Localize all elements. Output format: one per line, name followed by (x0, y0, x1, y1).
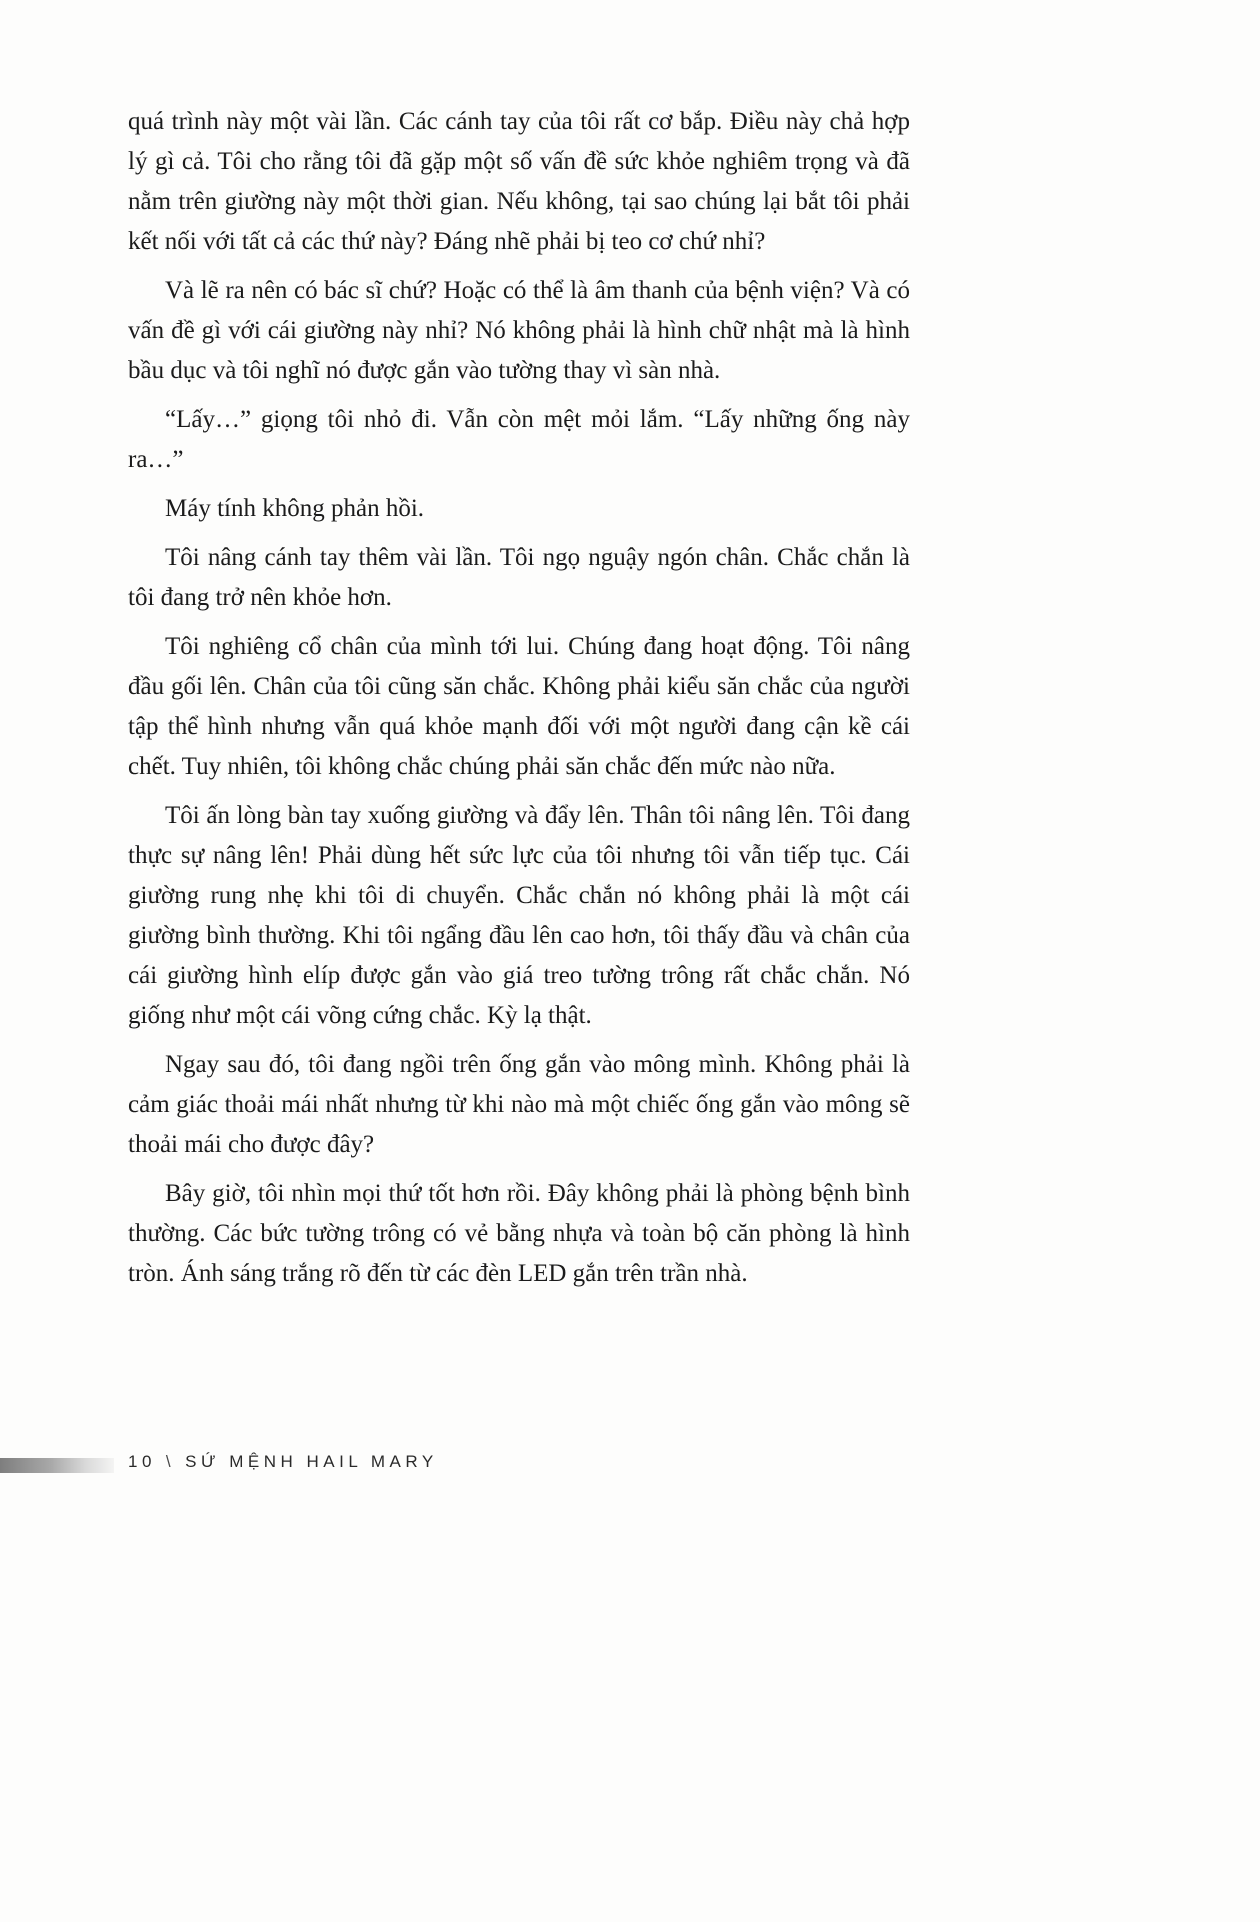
paragraph: quá trình này một vài lần. Các cánh tay của tôi rất cơ bắp. Điều này chả hợp lý gì cả. Tôi cho rằng tôi đã gặp một số vấn đề sức khỏe nghiêm trọng và đã nằm trên giường này một thời gian. Nếu không, tại sao chúng lại bắt tôi phải kết nối với tất cả các thứ này? Đáng nhẽ phải bị teo cơ chứ nhỉ? (128, 108, 910, 255)
page-footer (0, 1450, 1260, 1480)
paragraph: Và lẽ ra nên có bác sĩ chứ? Hoặc có thể là âm thanh của bệnh viện? Và có vấn đề gì với cái giường này nhỉ? Nó không phải là hình chữ nhật mà là hình bầu dục và tôi nghĩ nó được gắn vào tường thay vì sàn nhà. (128, 277, 910, 384)
paragraph: Tôi nâng cánh tay thêm vài lần. Tôi ngọ nguậy ngón chân. Chắc chắn là tôi đang trở nên khỏe hơn. (128, 544, 910, 611)
paragraph: Máy tính không phản hồi. (165, 495, 425, 522)
footer-text (128, 1452, 438, 1472)
paragraph: Tôi nghiêng cổ chân của mình tới lui. Chúng đang hoạt động. Tôi nâng đầu gối lên. Chân của tôi cũng săn chắc. Không phải kiểu săn chắc của người tập thể hình nhưng vẫn quá khỏe mạnh đối với một người đang cận kề cái chết. Tuy nhiên, tôi không chắc chúng phải săn chắc đến mức nào nữa. (128, 633, 910, 780)
page-number: 10 (128, 1452, 156, 1471)
paragraph: Bây giờ, tôi nhìn mọi thứ tốt hơn rồi. Đây không phải là phòng bệnh bình thường. Các bức tường trông có vẻ bằng nhựa và toàn bộ căn phòng là hình tròn. Ánh sáng trắng rõ đến từ các đèn LED gắn trên trần nhà. (128, 1180, 910, 1287)
paragraph: Ngay sau đó, tôi đang ngồi trên ống gắn vào mông mình. Không phải là cảm giác thoải mái nhất nhưng từ khi nào mà một chiếc ống gắn vào mông sẽ thoải mái cho được đây? (128, 1051, 910, 1158)
paragraph: Tôi ấn lòng bàn tay xuống giường và đẩy lên. Thân tôi nâng lên. Tôi đang thực sự nâng lên! Phải dùng hết sức lực của tôi nhưng tôi vẫn tiếp tục. Cái giường rung nhẹ khi tôi di chuyển. Chắc chắn nó không phải là một cái giường bình thường. Khi tôi ngẩng đầu lên cao hơn, tôi thấy đầu và chân của cái giường hình elíp được gắn vào giá treo tường trông rất chắc chắn. Nó giống như một cái võng cứng chắc. Kỳ lạ thật. (128, 802, 910, 1029)
book-title: SỨ MỆNH HAIL MARY (185, 1452, 438, 1471)
body-text (128, 102, 910, 1303)
footer-gradient-bar (0, 1458, 114, 1473)
paragraph: “Lấy…” giọng tôi nhỏ đi. Vẫn còn mệt mỏi lắm. “Lấy những ống này ra…” (128, 406, 910, 473)
footer-separator: \ (165, 1452, 176, 1471)
